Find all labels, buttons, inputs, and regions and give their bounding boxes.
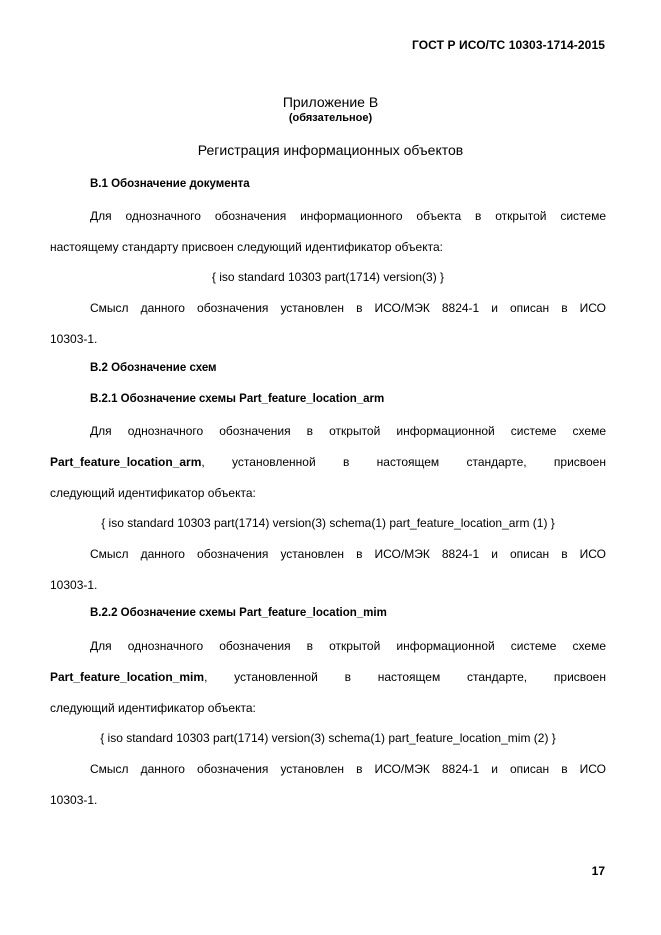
section-b22-paragraph-line — [50, 669, 606, 685]
section-b1-meaning-line: Смысл данного обозначения установлен в ИСО/МЭК 8824-1 и описан в ИСО — [90, 301, 606, 315]
section-b21-meaning-line: 10303-1. — [50, 578, 98, 592]
section-b21-identifier: { iso standard 10303 part(1714) version(3) schema(1) part_feature_location_arm (1) } — [101, 516, 555, 530]
page-number: 17 — [591, 864, 605, 878]
section-b22-meaning-line: 10303-1. — [50, 793, 98, 807]
section-b22-paragraph-rest: , установленной в настоящем стандарте, присвоен — [204, 670, 606, 684]
annex-subtitle: (обязательное) — [288, 112, 373, 124]
document-header: ГОСТ Р ИСО/ТС 10303-1714-2015 — [412, 38, 605, 52]
section-b22-title: В.2.2 Обозначение схемы Part_feature_location_mim — [90, 607, 387, 619]
section-b21-meaning-line: Смысл данного обозначения установлен в ИСО/МЭК 8824-1 и описан в ИСО — [90, 547, 606, 561]
section-b1-identifier: { iso standard 10303 part(1714) version(3) } — [211, 270, 445, 284]
section-b21-title: В.2.1 Обозначение схемы Part_feature_location_arm — [90, 393, 385, 405]
annex-title: Приложение В — [282, 94, 379, 110]
section-b21-paragraph-line: следующий идентификатор объекта: — [50, 486, 256, 500]
section-b22-paragraph-line: следующий идентификатор объекта: — [50, 701, 256, 715]
annex-heading: Регистрация информационных объектов — [197, 142, 464, 158]
section-b1-paragraph-line: настоящему стандарту присвоен следующий идентификатор объекта: — [50, 240, 443, 254]
section-b1-meaning-line: 10303-1. — [50, 332, 98, 346]
section-b22-meaning-line: Смысл данного обозначения установлен в ИСО/МЭК 8824-1 и описан в ИСО — [90, 762, 606, 776]
schema-name-arm: Part_feature_location_arm — [50, 455, 202, 469]
section-b22-paragraph-line: Для однозначного обозначения в открытой информационной системе схеме — [90, 639, 606, 653]
section-b21-paragraph-line: Для однозначного обозначения в открытой информационной системе схеме — [90, 424, 606, 438]
section-b22-identifier: { iso standard 10303 part(1714) version(3) schema(1) part_feature_location_mim (2) } — [100, 731, 556, 745]
section-b2-title: В.2 Обозначение схем — [90, 362, 217, 374]
section-b1-paragraph-line: Для однозначного обозначения информационного объекта в открытой системе — [90, 209, 606, 223]
section-b21-paragraph-rest: , установленной в настоящем стандарте, присвоен — [201, 455, 606, 469]
section-b21-paragraph-line — [50, 454, 606, 470]
section-b1-title: В.1 Обозначение документа — [90, 178, 250, 190]
schema-name-mim: Part_feature_location_mim — [50, 670, 205, 684]
